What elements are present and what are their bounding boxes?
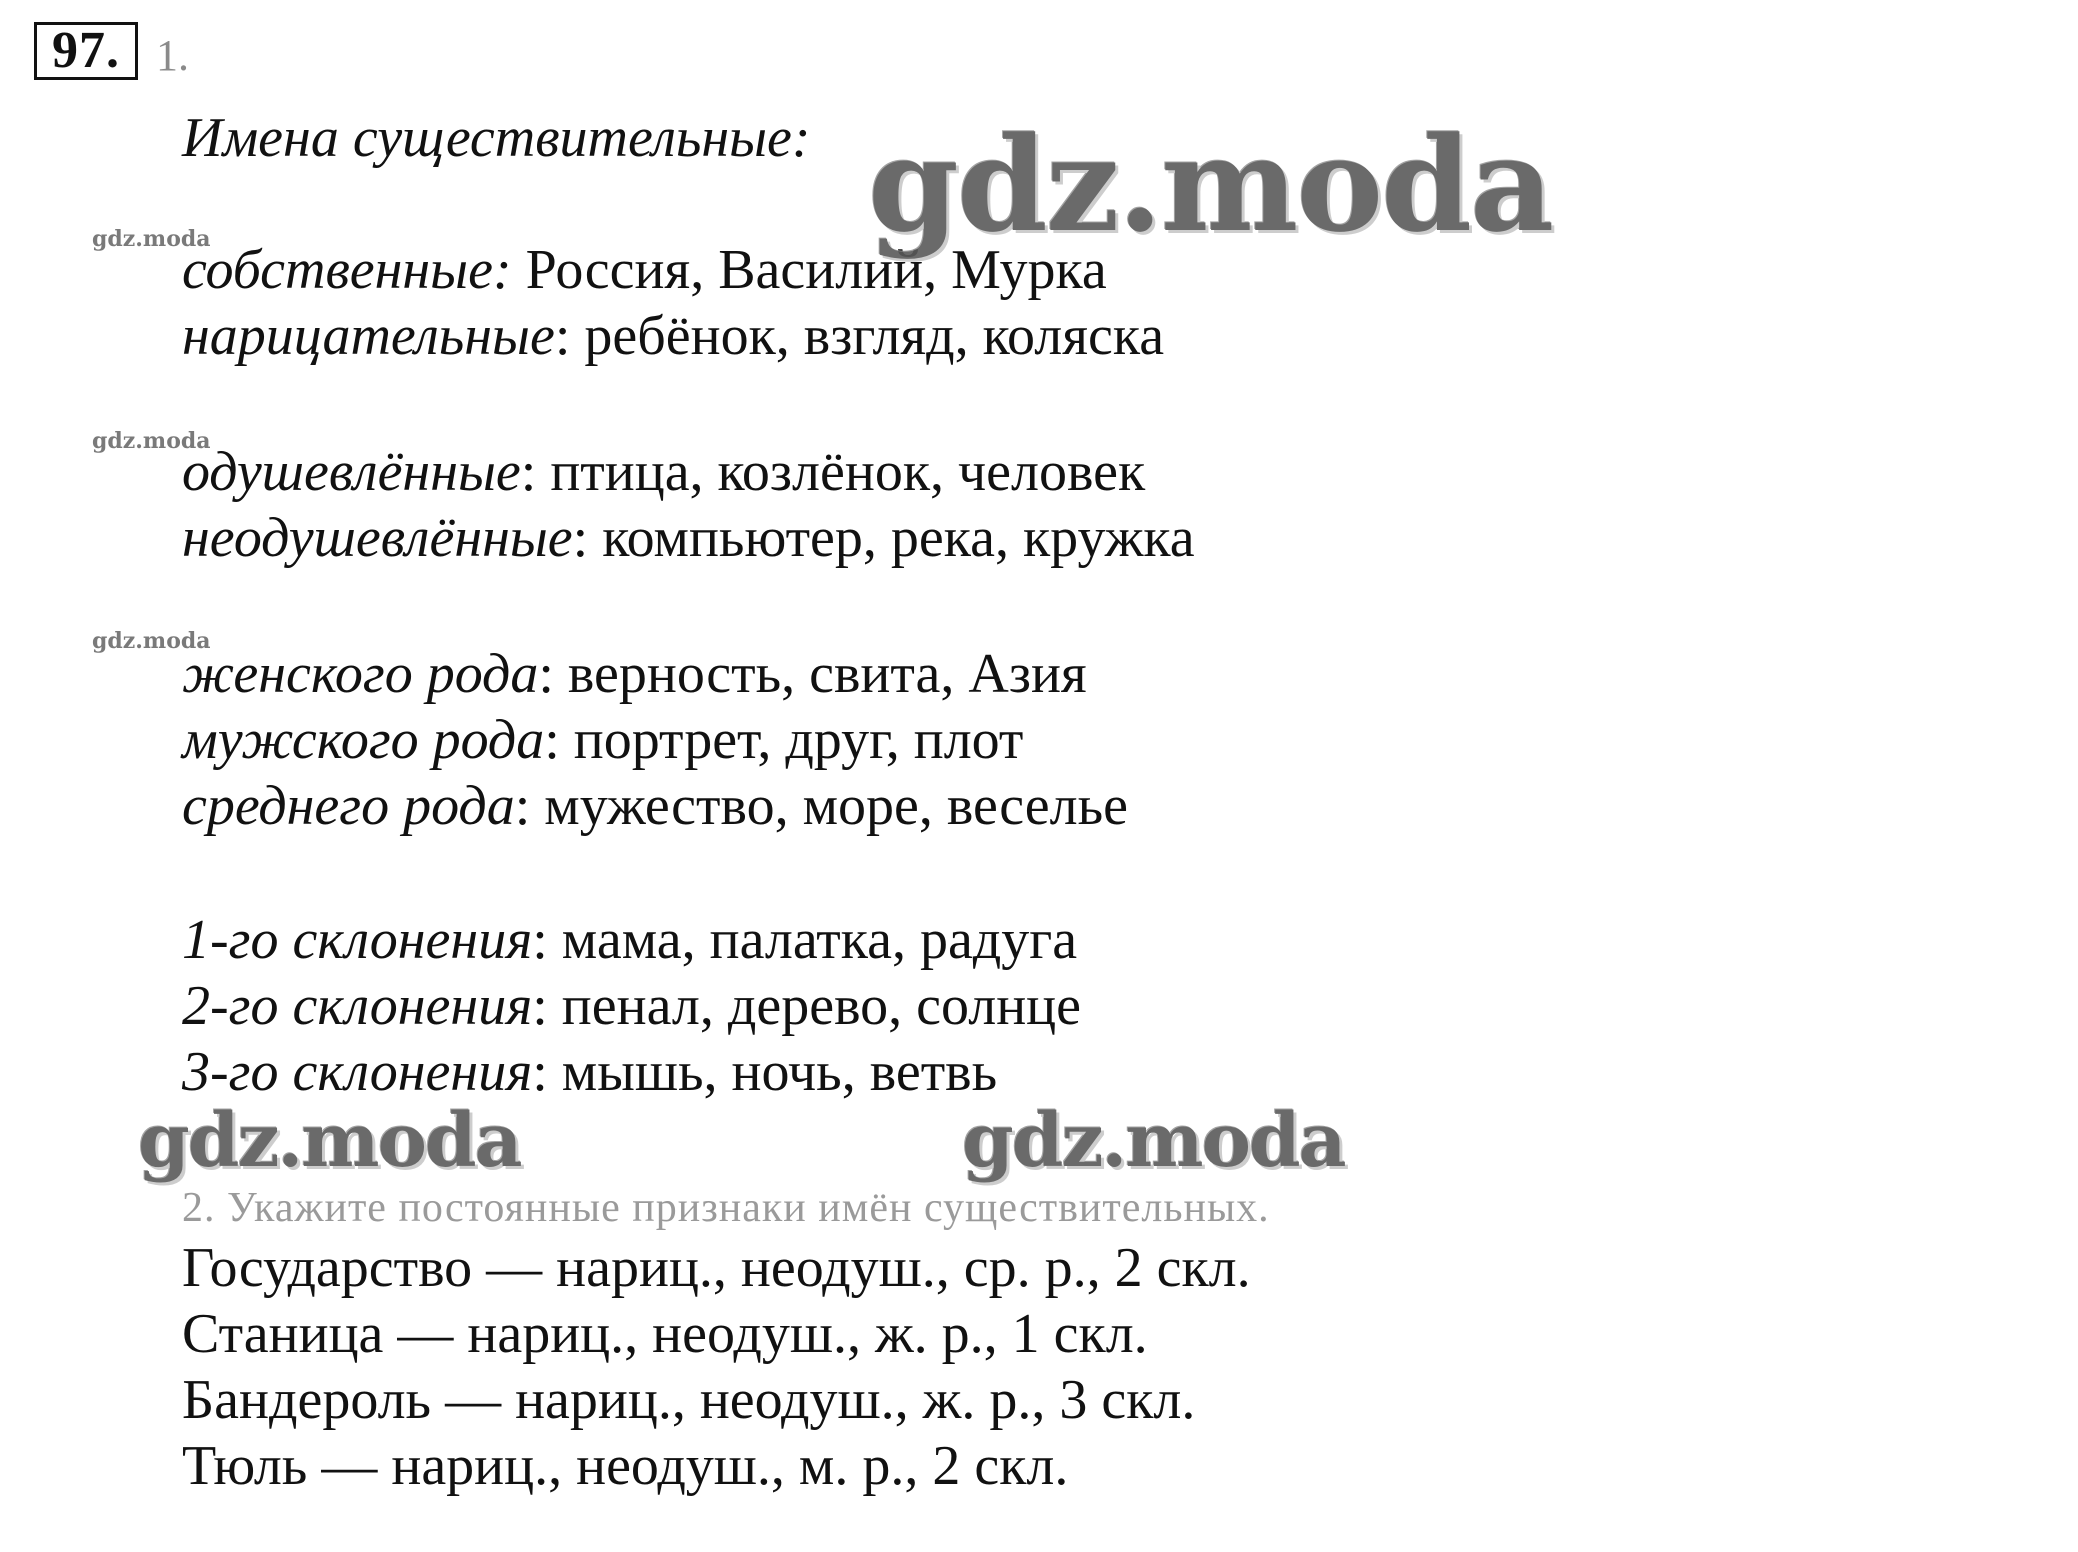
- exercise-number-box: [34, 22, 138, 80]
- term-label: среднего рода: [182, 775, 515, 837]
- term-label: одушевлённые: [182, 441, 521, 503]
- line-inanimate: [182, 506, 1195, 570]
- answer-line: Станица — нариц., неодуш., ж. р., 1 скл.: [182, 1303, 1148, 1365]
- watermark-large: gdz.moda: [138, 1098, 521, 1184]
- example-words: : компьютер, река, кружка: [572, 507, 1195, 569]
- answer-line: Тюль — нариц., неодуш., м. р., 2 скл.: [182, 1435, 1069, 1497]
- line-animate: [182, 440, 1145, 504]
- watermark-large: gdz.moda: [868, 108, 1553, 261]
- watermark-large: gdz.moda: [962, 1098, 1345, 1184]
- line-feminine: [182, 642, 1087, 706]
- example-words: : верность, свита, Азия: [538, 643, 1087, 705]
- term-label: 1-го склонения: [182, 909, 533, 971]
- example-words: : мама, палатка, радуга: [532, 909, 1078, 971]
- example-words: : мышь, ночь, ветвь: [532, 1041, 998, 1103]
- watermark-small: gdz.moda: [92, 226, 211, 252]
- term-label: собственные:: [182, 239, 512, 301]
- answer-line: Бандероль — нариц., неодуш., ж. р., 3 скл.: [182, 1369, 1196, 1431]
- line-common-nouns: [182, 304, 1164, 368]
- watermark-small: gdz.moda: [92, 428, 211, 454]
- example-words: : пенал, дерево, солнце: [532, 975, 1081, 1037]
- term-label: женского рода: [182, 643, 539, 705]
- answer-line: Государство — нариц., неодуш., ср. р., 2 скл.: [182, 1237, 1251, 1299]
- term-label: 2-го склонения: [182, 975, 533, 1037]
- term-label: нарицательные: [182, 305, 555, 367]
- line-declension-2: [182, 974, 1081, 1038]
- section-title: Имена существительные:: [182, 107, 811, 169]
- term-label: мужского рода: [182, 709, 545, 771]
- task2-instruction: 2. Укажите постоянные признаки имён существительных.: [182, 1185, 1270, 1231]
- line-masculine: [182, 708, 1023, 772]
- term-label: неодушевлённые: [182, 507, 573, 569]
- line-declension-3: [182, 1040, 997, 1104]
- term-label: 3-го склонения: [182, 1041, 533, 1103]
- example-words: : портрет, друг, плот: [544, 709, 1024, 771]
- exercise-number: 97.: [52, 22, 120, 79]
- line-neuter: [182, 774, 1128, 838]
- watermark-small: gdz.moda: [92, 628, 211, 654]
- example-words: : птица, козлёнок, человек: [520, 441, 1146, 503]
- example-words: : мужество, море, веселье: [514, 775, 1128, 837]
- line-declension-1: [182, 908, 1077, 972]
- example-words: : ребёнок, взгляд, коляска: [554, 305, 1165, 367]
- example-words: Россия, Василий, Мурка: [511, 239, 1107, 301]
- task-number: 1.: [156, 31, 189, 80]
